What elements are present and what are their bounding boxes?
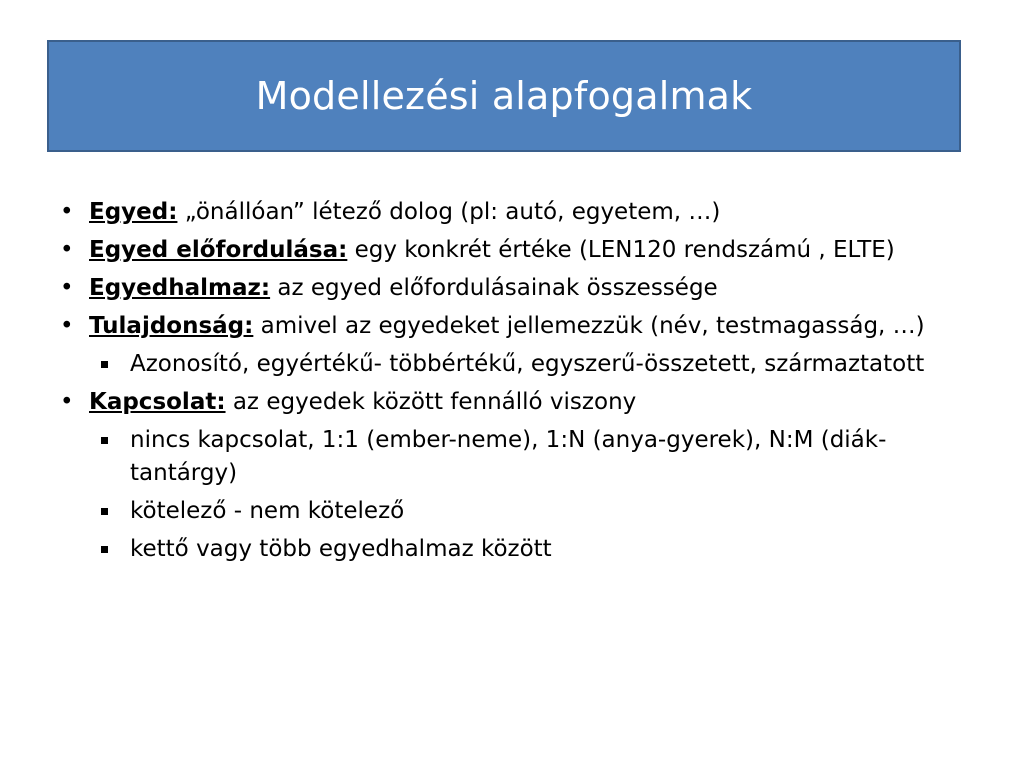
bullet-item-tulajdonsag bbox=[60, 310, 960, 343]
subbullet-text: kettő vagy több egyedhalmaz között bbox=[130, 536, 552, 562]
bullet-term: Egyedhalmaz: bbox=[89, 275, 271, 301]
bullet-dot-icon: • bbox=[60, 237, 74, 263]
bullet-term: Egyed előfordulása: bbox=[89, 237, 348, 263]
bullet-text bbox=[89, 234, 960, 267]
title-banner bbox=[47, 40, 961, 152]
subbullet-text: kötelező - nem kötelező bbox=[130, 498, 405, 524]
bullet-term: Tulajdonság: bbox=[89, 313, 254, 339]
bullet-text bbox=[89, 196, 960, 229]
subbullet-item bbox=[101, 533, 960, 566]
bullet-dot-icon: • bbox=[60, 199, 74, 225]
bullet-dot-icon: • bbox=[60, 313, 74, 339]
subbullet-text: Azonosító, egyértékű- többértékű, egyszerű-összetett, származtatott bbox=[130, 351, 925, 377]
bullet-text bbox=[89, 310, 960, 343]
bullet-item-kapcsolat bbox=[60, 386, 960, 419]
bullet-description: az egyed előfordulásainak összessége bbox=[270, 275, 718, 301]
subbullet-item bbox=[101, 495, 960, 528]
bullet-dot-icon: • bbox=[60, 275, 74, 301]
bullet-item-egyedhalmaz bbox=[60, 272, 960, 305]
square-bullet-icon bbox=[101, 495, 130, 528]
bullet-term: Egyed: bbox=[89, 199, 178, 225]
subbullet-item bbox=[101, 348, 960, 381]
bullet-description: amivel az egyedeket jellemezzük (név, testmagasság, …) bbox=[253, 313, 925, 339]
bullet-text bbox=[89, 272, 960, 305]
subbullet-item bbox=[101, 424, 960, 490]
subbullet-text: nincs kapcsolat, 1:1 (ember-neme), 1:N (anya-gyerek), N:M (diák-tantárgy) bbox=[130, 427, 887, 486]
square-bullet-icon bbox=[101, 533, 130, 566]
bullet-list bbox=[60, 196, 960, 571]
bullet-item-egyed-elofordulasa bbox=[60, 234, 960, 267]
bullet-term: Kapcsolat: bbox=[89, 389, 226, 415]
square-bullet-icon bbox=[101, 424, 130, 457]
bullet-description: az egyedek között fennálló viszony bbox=[225, 389, 637, 415]
bullet-dot-icon: • bbox=[60, 389, 74, 415]
bullet-text bbox=[89, 386, 960, 419]
square-bullet-icon bbox=[101, 348, 130, 381]
bullet-item-egyed bbox=[60, 196, 960, 229]
slide-title: Modellezési alapfogalmak bbox=[255, 74, 753, 118]
bullet-description: „önállóan” létező dolog (pl: autó, egyetem, …) bbox=[177, 199, 721, 225]
bullet-description: egy konkrét értéke (LEN120 rendszámú , ELTE) bbox=[347, 237, 895, 263]
